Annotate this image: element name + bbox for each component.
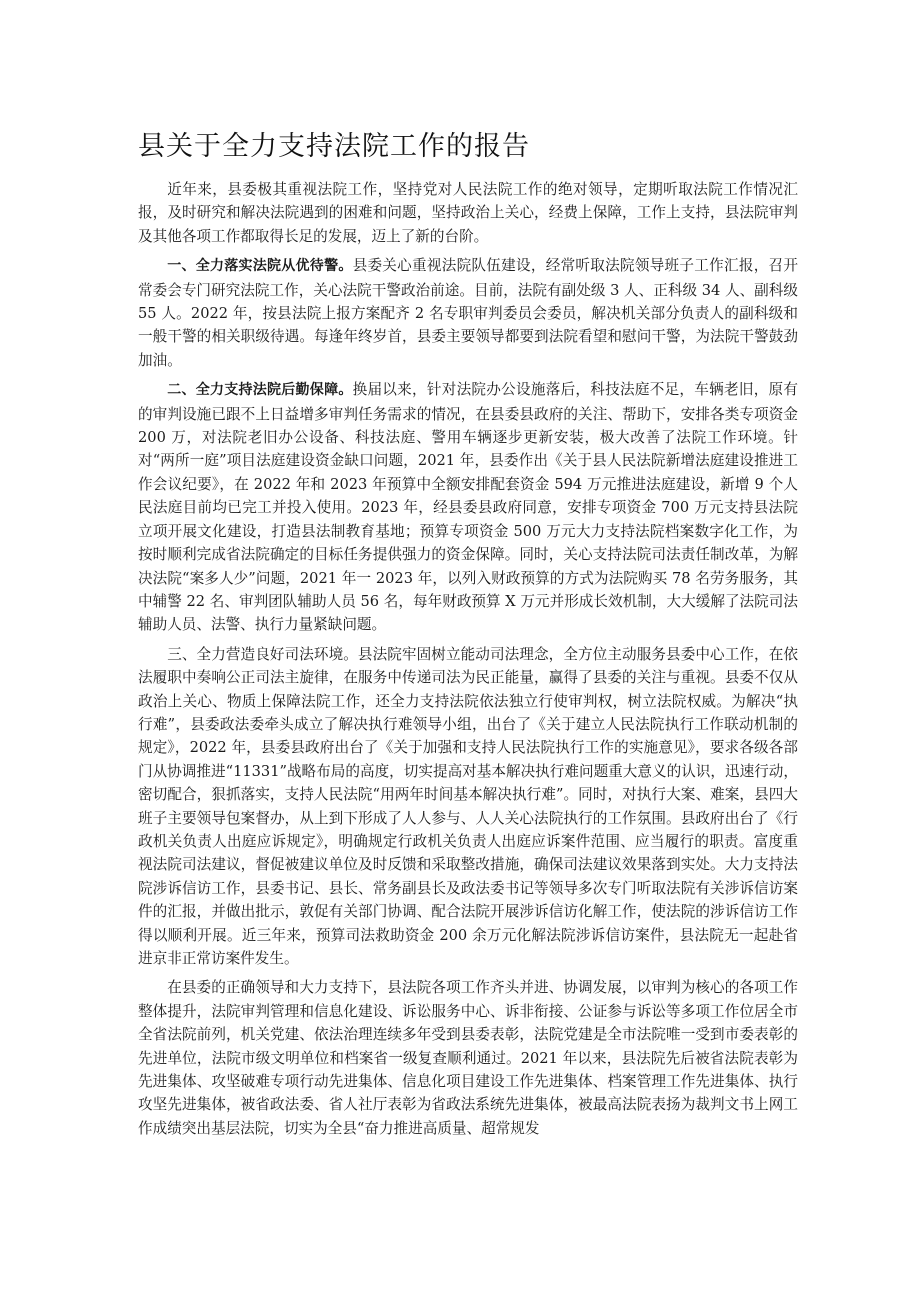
- document-title: 县关于全力支持法院工作的报告: [138, 131, 530, 162]
- paragraph-section-3: [138, 643, 798, 971]
- section-heading: 一、全力落实法院从优待警。: [167, 258, 353, 275]
- paragraph-conclusion: [138, 976, 798, 1140]
- paragraph-text: 三、全力营造良好司法环境。县法院牢固树立能动司法理念，全方位主动服务县委中心工作，在依法履职中奏响公正司法主旋律，在服务中传递司法为民正能量，赢得了县委的关注与重视。县委不仅从政治上关心、物质上保障法院工作，还全力支持法院依法独立行使审判权，树立法院权威。为解决“执行难”，县委政法委牵头成立了解决执行难领导小组，出台了《关于建立人民法院执行工作联动机制的规定》，2022 年，县委县政府出台了《关于加强和支持人民法院执行工作的实施意见》，要求各级各部门从协调推进“11331”战略布局的高度，切实提高对基本解决执行难问题重大意义的认识，迅速行动，密切配合，狠抓落实，支持人民法院“用两年时间基本解决执行难”。同时，对执行大案、难案，县四大班子主要领导包案督办，从上到下形成了人人参与、人人关心法院执行的工作氛围。县政府出台了《行政机关负责人出庭应诉规定》，明确规定行政机关负责人出庭应诉案件范围、应当履行的职责。富度重视法院司法建议，督促被建议单位及时反馈和采取整改措施，确保司法建议效果落到实处。大力支持法院涉诉信访工作，县委书记、县长、常务副县长及政法委书记等领导多次专门听取法院有关涉诉信访案件的汇报，并做出批示，敦促有关部门协调、配合法院开展涉诉信访化解工作，使法院的涉诉信访工作得以顺利开展。近三年来，预算司法救助资金 200 余万元化解法院涉诉信访案件，县法院无一起赴省进京非正常访案件发生。: [138, 645, 798, 967]
- section-heading: 二、全力支持法院后勤保障。: [167, 382, 353, 399]
- paragraph-intro: [138, 178, 798, 248]
- paragraph-text: 换届以来，针对法院办公设施落后，科技法庭不足，车辆老旧，原有的审判设施已跟不上日益增多审判任务需求的情况，在县委县政府的关注、帮助下，安排各类专项资金 200 万，对法院老旧办公设备、科技法庭、警用车辆逐步更新安装，极大改善了法院工作环境。针对“两所一庭”项目法庭建设资金缺口问题，2021 年，县委作出《关于县人民法院新增法庭建设推进工作会议纪要》，在 2022 年和 2023 年预算中全额安排配套资金 594 万元推进法庭建设，新增 9 个人民法庭目前均已完工并投入使用。2023 年，经县委县政府同意，安排专项资金 700 万元支持县法院立项开展文化建设，打造县法制教育基地；预算专项资金 500 万元大力支持法院档案数字化工作，为按时顺利完成省法院确定的目标任务提供强力的资金保障。同时，关心支持法院司法责任制改革，为解决法院“案多人少”问题，2021 年一 2023 年，以列入财政预算的方式为法院购买 78 名劳务服务，其中辅警 22 名、审判团队辅助人员 56 名，每年财政预算 X 万元并形成长效机制，大大缓解了法院司法辅助人员、法警、执行力量紧缺问题。: [138, 381, 798, 634]
- document-body: [138, 178, 798, 1146]
- paragraph-text: 在县委的正确领导和大力支持下，县法院各项工作齐头并进、协调发展，以审判为核心的各项工作整体提升，法院审判管理和信息化建设、诉讼服务中心、诉非衔接、公证参与诉讼等多项工作位居全市全省法院前列，机关党建、依法治理连续多年受到县委表彰，法院党建是全市法院唯一受到市委表彰的先进单位，法院市级文明单位和档案省一级复查顺利通过。2021 年以来，县法院先后被省法院表彰为先进集体、攻坚破难专项行动先进集体、信息化项目建设工作先进集体、档案管理工作先进集体、执行攻坚先进集体，被省政法委、省人社厅表彰为省政法系统先进集体，被最高法院表扬为裁判文书上网工作成绩突出基层法院，切实为全县“奋力推进高质量、超常规发: [138, 979, 798, 1137]
- paragraph-section-2: [138, 378, 798, 636]
- paragraph-text: 县委关心重视法院队伍建设，经常听取法院领导班子工作汇报，召开常委会专门研究法院工作，关心法院干警政治前途。目前，法院有副处级 3 人、正科级 34 人、副科级 55 人。2022 年，按县法院上报方案配齐 2 名专职审判委员会委员，解决机关部分负责人的副科级和一般干警的相关职级待遇。每逢年终岁首，县委主要领导都要到法院看望和慰问干警，为法院干警鼓劲加油。: [138, 257, 798, 369]
- paragraph-text: 近年来，县委极其重视法院工作，坚持党对人民法院工作的绝对领导，定期听取法院工作情况汇报，及时研究和解决法院遇到的困难和问题，坚持政治上关心，经费上保障，工作上支持，县法院审判及其他各项工作都取得长足的发展，迈上了新的台阶。: [138, 181, 798, 245]
- paragraph-section-1: [138, 254, 798, 372]
